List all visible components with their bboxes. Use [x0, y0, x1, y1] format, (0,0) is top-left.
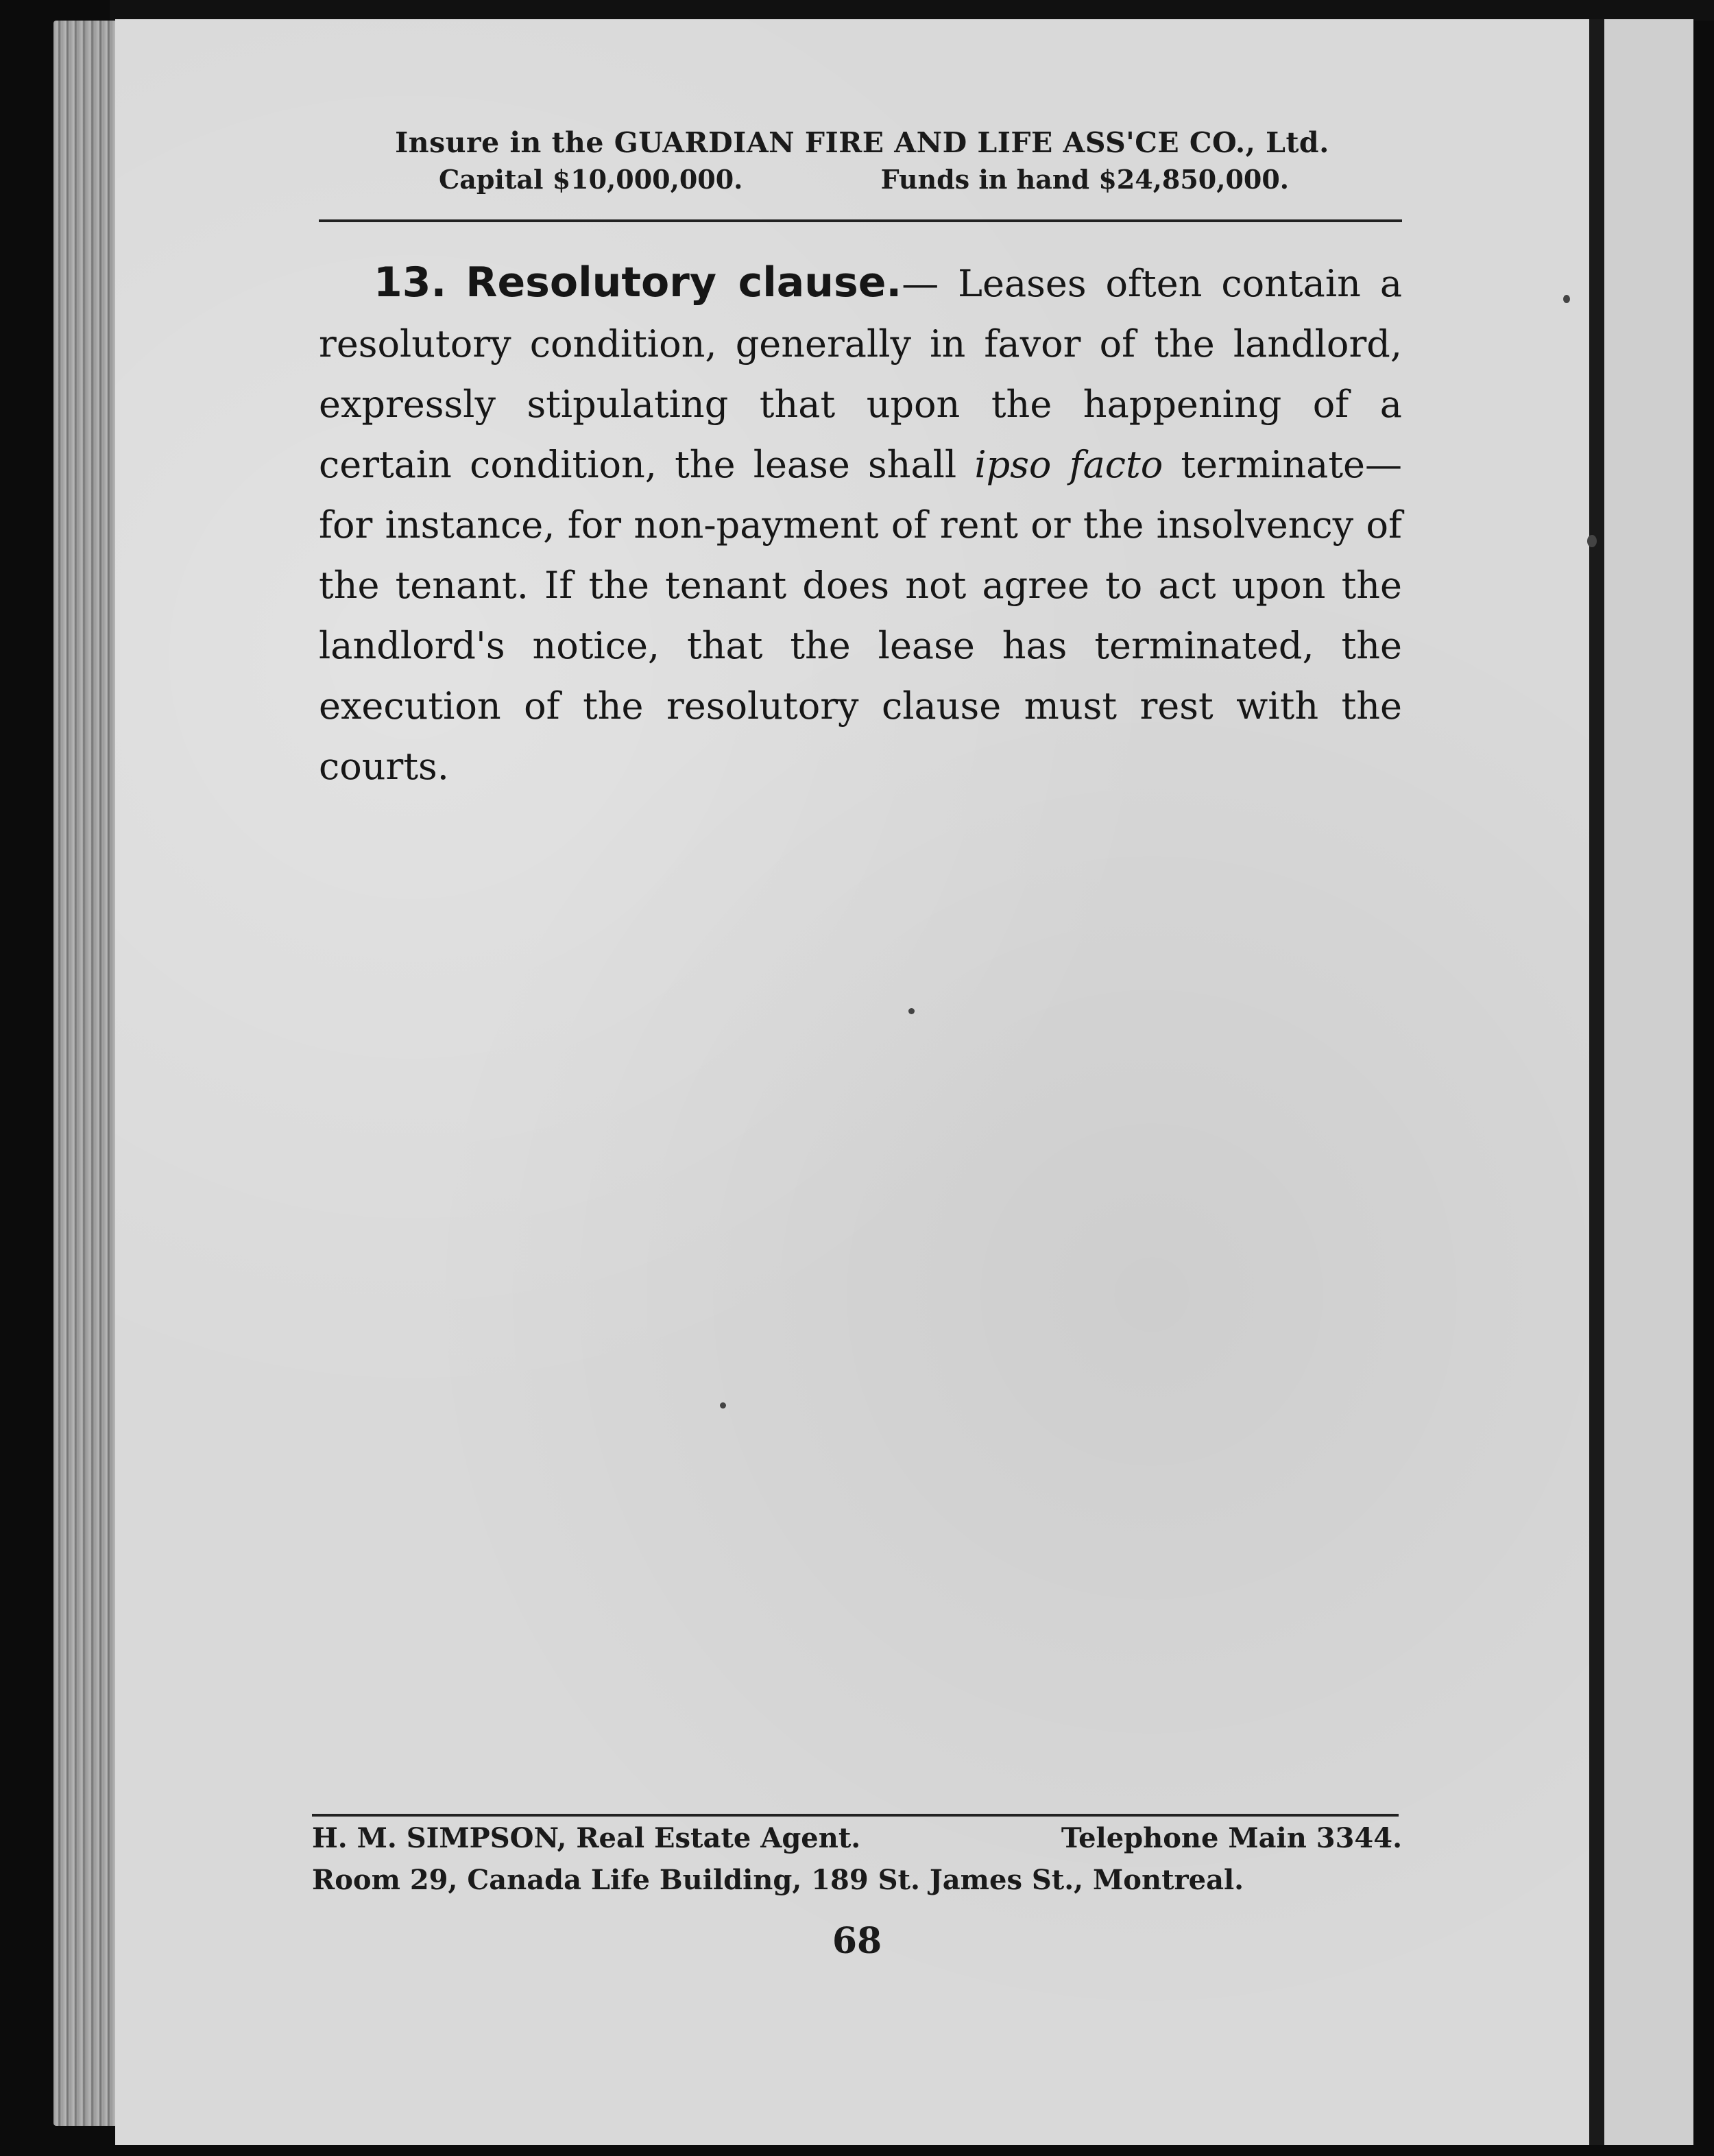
- footer-telephone: Telephone Main 3344.: [1061, 1822, 1402, 1854]
- page-footer: [312, 1817, 1402, 1901]
- footer-address: Room 29, Canada Life Building, 189 St. James St., Montreal.: [312, 1864, 1244, 1896]
- section-body: [319, 252, 1402, 797]
- section-italic-phrase: ipso facto: [974, 443, 1163, 486]
- section-heading: Resolutory clause.: [466, 259, 902, 307]
- facing-page-edge: [1604, 19, 1693, 2145]
- scan-speck: [908, 1008, 915, 1014]
- footer-agent-line: [312, 1817, 1402, 1860]
- book-gutter: [1589, 19, 1604, 2145]
- scan-speck: [1563, 295, 1570, 303]
- header-rule: [319, 219, 1402, 222]
- header-capital: Capital $10,000,000.: [439, 164, 743, 195]
- section-paragraph: [319, 252, 1402, 797]
- page-header: [319, 123, 1405, 197]
- header-financials: [319, 162, 1405, 197]
- section-number: 13.: [374, 259, 447, 307]
- footer-agent: H. M. SIMPSON, Real Estate Agent.: [312, 1822, 861, 1854]
- scan-border-top: [110, 0, 1714, 21]
- section-text-start: — Leases often contain a resolutory condition, generally in favor of the landlord, expressly stipulating that upon the happening of a certain condition, the lease shall: [319, 262, 1403, 486]
- header-funds: Funds in hand $24,850,000.: [880, 164, 1289, 195]
- header-insurance-ad: Insure in the GUARDIAN FIRE AND LIFE ASS'CE CO., Ltd.: [395, 126, 1329, 159]
- section-text-end: terminate—for instance, for non-payment of rent or the insolvency of the tenant. If the tenant does not agree to act upon the landlord's notice, that the lease has terminated, the execution of the resolutory clause must rest with the courts.: [319, 443, 1402, 788]
- page-number: 68: [832, 1920, 882, 1962]
- scan-speck: [1587, 535, 1597, 547]
- scan-speck: [720, 1402, 726, 1409]
- footer-rule: [312, 1814, 1399, 1817]
